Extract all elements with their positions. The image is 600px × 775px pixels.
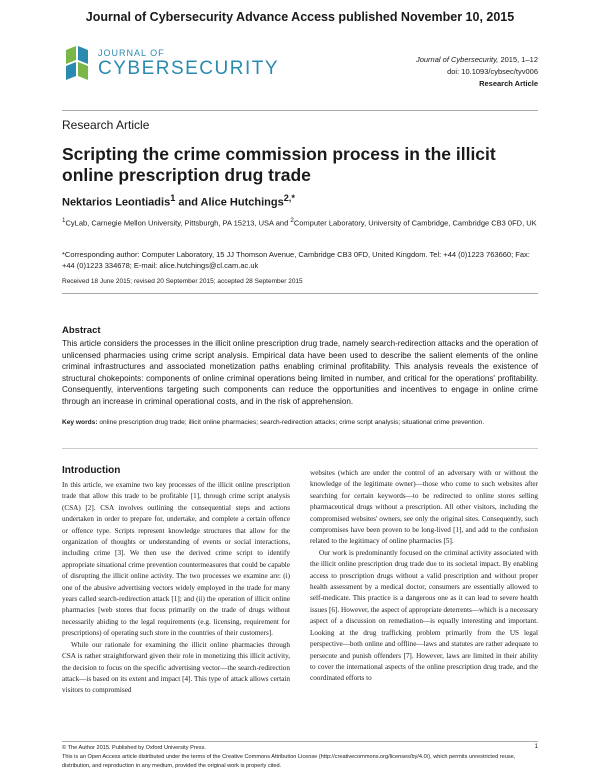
divider xyxy=(62,110,538,111)
corresponding-author: *Corresponding author: Computer Laboratory, 15 JJ Thomson Avenue, Cambridge CB3 0FD, United Kingdom. Tel: +44 (0)1223 763660; Fax: +44 (0)1223 334678; E-mail: alice.hutchings@cl.cam.ac.uk xyxy=(62,250,530,270)
logo-mark-icon xyxy=(62,44,96,84)
affil-2: Computer Laboratory, University of Cambridge, Cambridge CB3 0FD, UK xyxy=(293,218,537,228)
body-column-right xyxy=(310,468,538,685)
paragraph: While our rationale for examining the illicit online pharmacies through CSA is rather straightforward given their role in monetizing this illicit activity, the decision to focus on the specific advertising vector—the search-redirection attack—is based on its extent and impact [4]. This type of attack allows certain visitors to compromised xyxy=(62,640,290,695)
paragraph: In this article, we examine two key processes of the illicit online prescription trade that allow this trade to be profitable [1], through crime script analysis (CSA) [2]. CSA involves outlining the consequential steps and actions undertaken in order to prepare for, undertake, and complete a certain offence or offence type. Scripts represent knowledge structures that allow for the organization of thoughts or understanding of events or social interactions, including crime [3]. We then use the derived crime script to identify appropriate situational crime prevention countermeasures that could be capable of disrupting the illicit online activity. The two processes we examine are: (i) one of the abusive advertising vectors widely employed in the trade for many years called search-redirection attack [1]; and (ii) the operation of illicit online pharmacies [web stores that focus primarily on the trade of drugs without necessarily abiding to the legal requirements (e.g. licensing, requirement for prescriptions) of operating such store in the countries of their customers]. xyxy=(62,481,290,638)
paragraph: websites (which are under the control of an adversary with or without the knowledge of the legitimate owner)—those who come to such websites after searching for certain keywords—to be redirected to online stores selling pharmaceutical drugs without a prescription. All other visitors, including the compromised websites' owners, see only the original sites. Consequently, such compromises have been proven to be long-lived [1], and add to the confusion related to the legitimacy of online pharmacies [5]. xyxy=(310,469,538,546)
author-2-star: * xyxy=(291,193,295,203)
doi[interactable]: doi: 10.1093/cybsec/tyv006 xyxy=(447,67,538,76)
received-dates: Received 18 June 2015; revised 20 September 2015; accepted 28 September 2015 xyxy=(62,278,303,285)
authors-and: and Alice Hutchings xyxy=(175,196,284,209)
keywords-list: online prescription drug trade; illicit online pharmacies; search-redirection attacks; crime script analysis; situational crime prevention. xyxy=(97,419,485,426)
authors xyxy=(62,193,295,209)
affil-sup-2: 2 xyxy=(290,217,294,224)
logo-journal-of: JOURNAL OF xyxy=(98,48,165,58)
affiliations xyxy=(62,215,538,229)
copyright: © The Author 2015. Published by Oxford University Press. xyxy=(62,745,206,751)
divider xyxy=(62,741,538,742)
journal-logo xyxy=(62,44,280,90)
article-type: Research Article xyxy=(479,79,538,88)
journal-name: Journal of Cybersecurity, xyxy=(415,55,499,64)
abstract-text: This article considers the processes in the illicit online prescription drug trade, namely search-redirection attacks and the operation of unlicensed pharmacies using crime script analysis. Empirical data have been used to describe the salient elements of the online criminal infrastructures and associated monetization paths enabling criminal profitability. This analysis reveals the existence of structural chokepoints: components of online criminal operations being limited in number, and critical for the operations' profitability. Consequently, interventions targeting such components can reduce the opportunities and incentives to engage in online crime through an increase in criminal operational costs, and in the risk of apprehension. xyxy=(62,339,538,406)
divider xyxy=(62,448,538,449)
advance-access-banner: Journal of Cybersecurity Advance Access published November 10, 2015 xyxy=(85,10,515,24)
section-label: Research Article xyxy=(62,118,150,132)
logo-cybersecurity: CYBERSECURITY xyxy=(98,58,280,79)
affil-1: CyLab, Carnegie Mellon University, Pittsburgh, PA 15213, USA and xyxy=(65,218,291,228)
author-1-sup: 1 xyxy=(170,193,176,203)
journal-volume: 2015, 1–12 xyxy=(498,55,538,64)
keywords xyxy=(62,418,538,428)
article-meta xyxy=(416,54,538,90)
author-1: Nektarios Leontiadis xyxy=(62,196,171,209)
affil-sup-1: 1 xyxy=(62,217,66,224)
article-title: Scripting the crime commission process in the illicit online prescription drug trade xyxy=(62,144,496,185)
license-text: This is an Open Access article distributed under the terms of the Creative Commons Attribution License (http://creativecommons.org/licenses/by/4.0/), which permits unrestricted reuse, distribution, and reproduction in any medium, provided the original work is properly cited. xyxy=(62,754,516,769)
abstract-heading: Abstract xyxy=(62,325,101,336)
author-2-sup: 2, xyxy=(283,193,292,203)
page-number: 1 xyxy=(534,744,538,750)
paragraph: Our work is predominantly focused on the criminal activity associated with the illicit online prescription drug trade due to its societal impact. By enabling access to prescription drugs without a valid prescription and without proper health assessment by a medical doctor, consumers are essentially allowed to self-medicate. This practice is a dangerous one as it can lead to severe health issues [6]. However, the aspect of appropriate deterrents—which is a necessary aspect of a discussion on remediation—is equally interesting and important. Looking at the drug trafficking problem primarily from the US legal perspective—both online and offline—laws and statutes are rather adequate to persecute and punish offenders [7]. However, laws are limited in their ability to cover the international aspects of the online prescription drug trade, and the coordinated efforts to xyxy=(310,548,538,683)
footer-license xyxy=(62,744,538,771)
divider xyxy=(62,293,538,294)
body-column-left xyxy=(62,480,290,697)
intro-heading: Introduction xyxy=(62,465,121,476)
keywords-label: Key words: xyxy=(62,419,98,426)
